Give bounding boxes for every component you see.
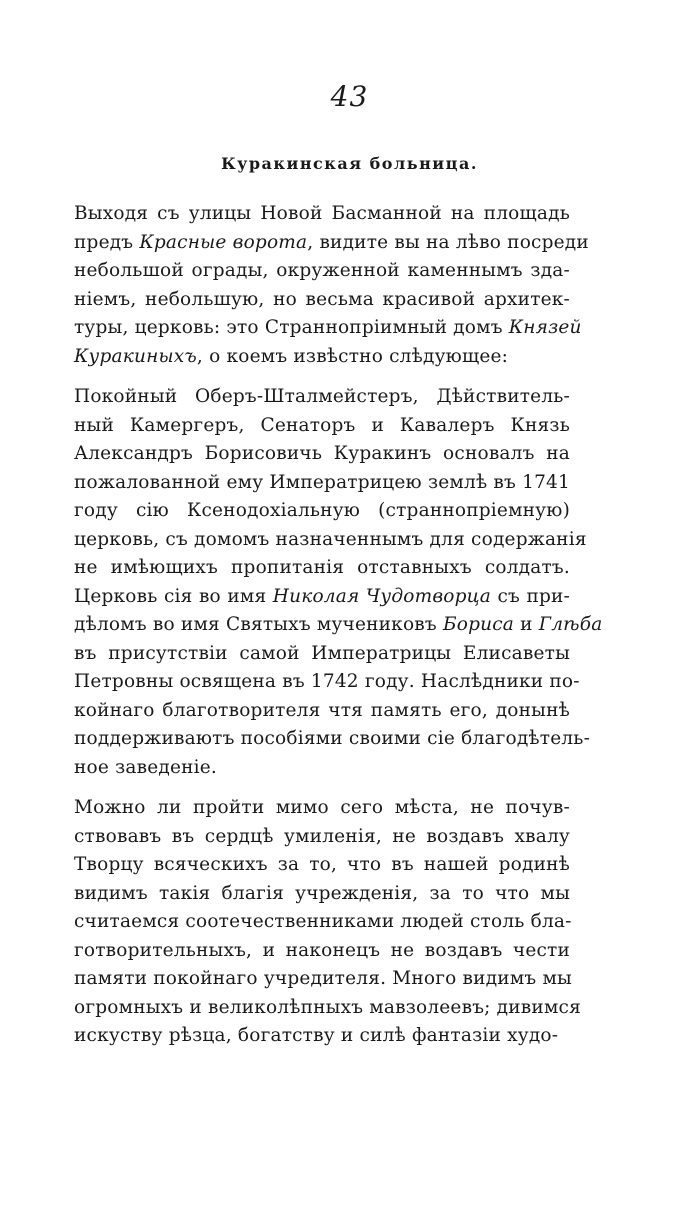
- text-line: [74, 257, 570, 286]
- text-run: не имѣющихъ пропитанія отставныхъ солдатъ.: [74, 557, 570, 578]
- text-line: [74, 851, 570, 880]
- italic-text-run: Красные ворота: [139, 231, 308, 253]
- text-line: [74, 794, 570, 823]
- text-line: [74, 640, 570, 669]
- text-run: поддерживаютъ пособіями своими сіе благодѣтель-: [74, 728, 591, 749]
- text-run: готворительныхъ, и наконецъ не воздавъ чести: [74, 939, 570, 961]
- text-line: [74, 994, 581, 1023]
- text-run: въ присутствіи самой Императрицы Елисаветы: [74, 642, 570, 664]
- text-line: [74, 200, 570, 229]
- text-run: койнаго благотворителя чтя память его, донынѣ: [74, 699, 570, 721]
- text-line: [74, 823, 570, 852]
- text-line: [74, 937, 570, 966]
- text-run: считаемся соотечественниками людей столь бла-: [74, 911, 572, 932]
- section-heading: Куракинская больница.: [221, 154, 478, 173]
- text-run: видимъ такія благія учрежденія, за то что мы: [74, 882, 570, 904]
- text-line: [74, 754, 570, 783]
- text-run: искуству рѣзца, богатству и силѣ фантазіи худо-: [74, 1025, 559, 1046]
- text-run: ніемъ, небольшую, но весьма красивой архитек-: [74, 288, 570, 310]
- text-line: [74, 383, 570, 412]
- text-line: [74, 908, 570, 937]
- text-run: , о коемъ извѣстно слѣдующее:: [196, 345, 509, 367]
- paragraph-intro: [74, 200, 589, 371]
- text-run: съ при-: [491, 585, 570, 607]
- text-line: [74, 229, 589, 258]
- text-line: [74, 526, 587, 555]
- text-run: пожалованной ему Императрицею землѣ въ 1741: [74, 471, 570, 493]
- text-line: [74, 697, 570, 726]
- text-run: памяти покойнаго учредителя. Много видимъ мы: [74, 968, 572, 989]
- text-run: Петровны освящена въ 1742 году. Наслѣдники по-: [74, 671, 580, 692]
- text-run: Творцу всяческихъ за то, что въ нашей родинѣ: [74, 854, 570, 875]
- italic-text-run: Николая Чудотворца: [272, 585, 492, 607]
- text-line: [74, 469, 570, 498]
- text-run: Можно ли пройти мимо сего мѣста, не почув-: [74, 797, 570, 818]
- text-run: церковь, съ домомъ назначеннымъ для содержанія: [74, 528, 587, 550]
- text-run: Церковь сія во имя: [74, 585, 273, 607]
- text-run: Покойный Оберъ-Шталмейстеръ, Дѣйствитель-: [74, 386, 570, 407]
- italic-text-run: Куракиныхъ: [74, 345, 197, 367]
- text-line: [74, 343, 570, 372]
- text-run: ный Камергеръ, Сенаторъ и Кавалеръ Князь: [74, 414, 570, 436]
- italic-text-run: Князей: [508, 317, 582, 338]
- text-run: ствовавъ въ сердцѣ умиленія, не воздавъ хвалу: [74, 825, 570, 847]
- text-run: дѣломъ во имя Святыхъ мучениковъ: [74, 614, 443, 635]
- paragraph-history: [74, 383, 603, 782]
- text-line: [74, 880, 570, 909]
- text-run: и: [514, 614, 539, 635]
- text-run: , видите вы на лѣво посреди: [307, 231, 589, 253]
- page-number: 43: [330, 80, 369, 113]
- text-line: [74, 611, 603, 640]
- text-run: огромныхъ и великолѣпныхъ мавзолеевъ; дивимся: [74, 996, 581, 1018]
- text-run: ное заведеніе.: [74, 756, 217, 778]
- text-line: [74, 554, 570, 583]
- text-line: [74, 286, 570, 315]
- text-line: [74, 668, 580, 697]
- text-line: [74, 725, 591, 754]
- text-run: Выходя съ улицы Новой Басманной на площадь: [74, 203, 570, 224]
- paragraph-reflection: [74, 794, 581, 1051]
- text-run: году сію Ксенодохіальную (страннопріемную): [74, 500, 570, 521]
- text-line: [74, 1022, 570, 1051]
- italic-text-run: Глѣба: [538, 614, 603, 635]
- italic-text-run: Бориса: [442, 614, 515, 635]
- text-run: туры, церковь: это Страннопріимный домъ: [74, 317, 509, 338]
- text-line: [74, 497, 570, 526]
- text-run: небольшой ограды, окруженной каменнымъ зда-: [74, 260, 570, 281]
- text-run: Александръ Борисовичь Куракинъ основалъ на: [74, 443, 570, 464]
- text-line: [74, 965, 570, 994]
- text-line: [74, 583, 570, 612]
- text-line: [74, 314, 582, 343]
- text-line: [74, 440, 570, 469]
- text-run: предъ: [74, 231, 140, 253]
- text-line: [74, 412, 570, 441]
